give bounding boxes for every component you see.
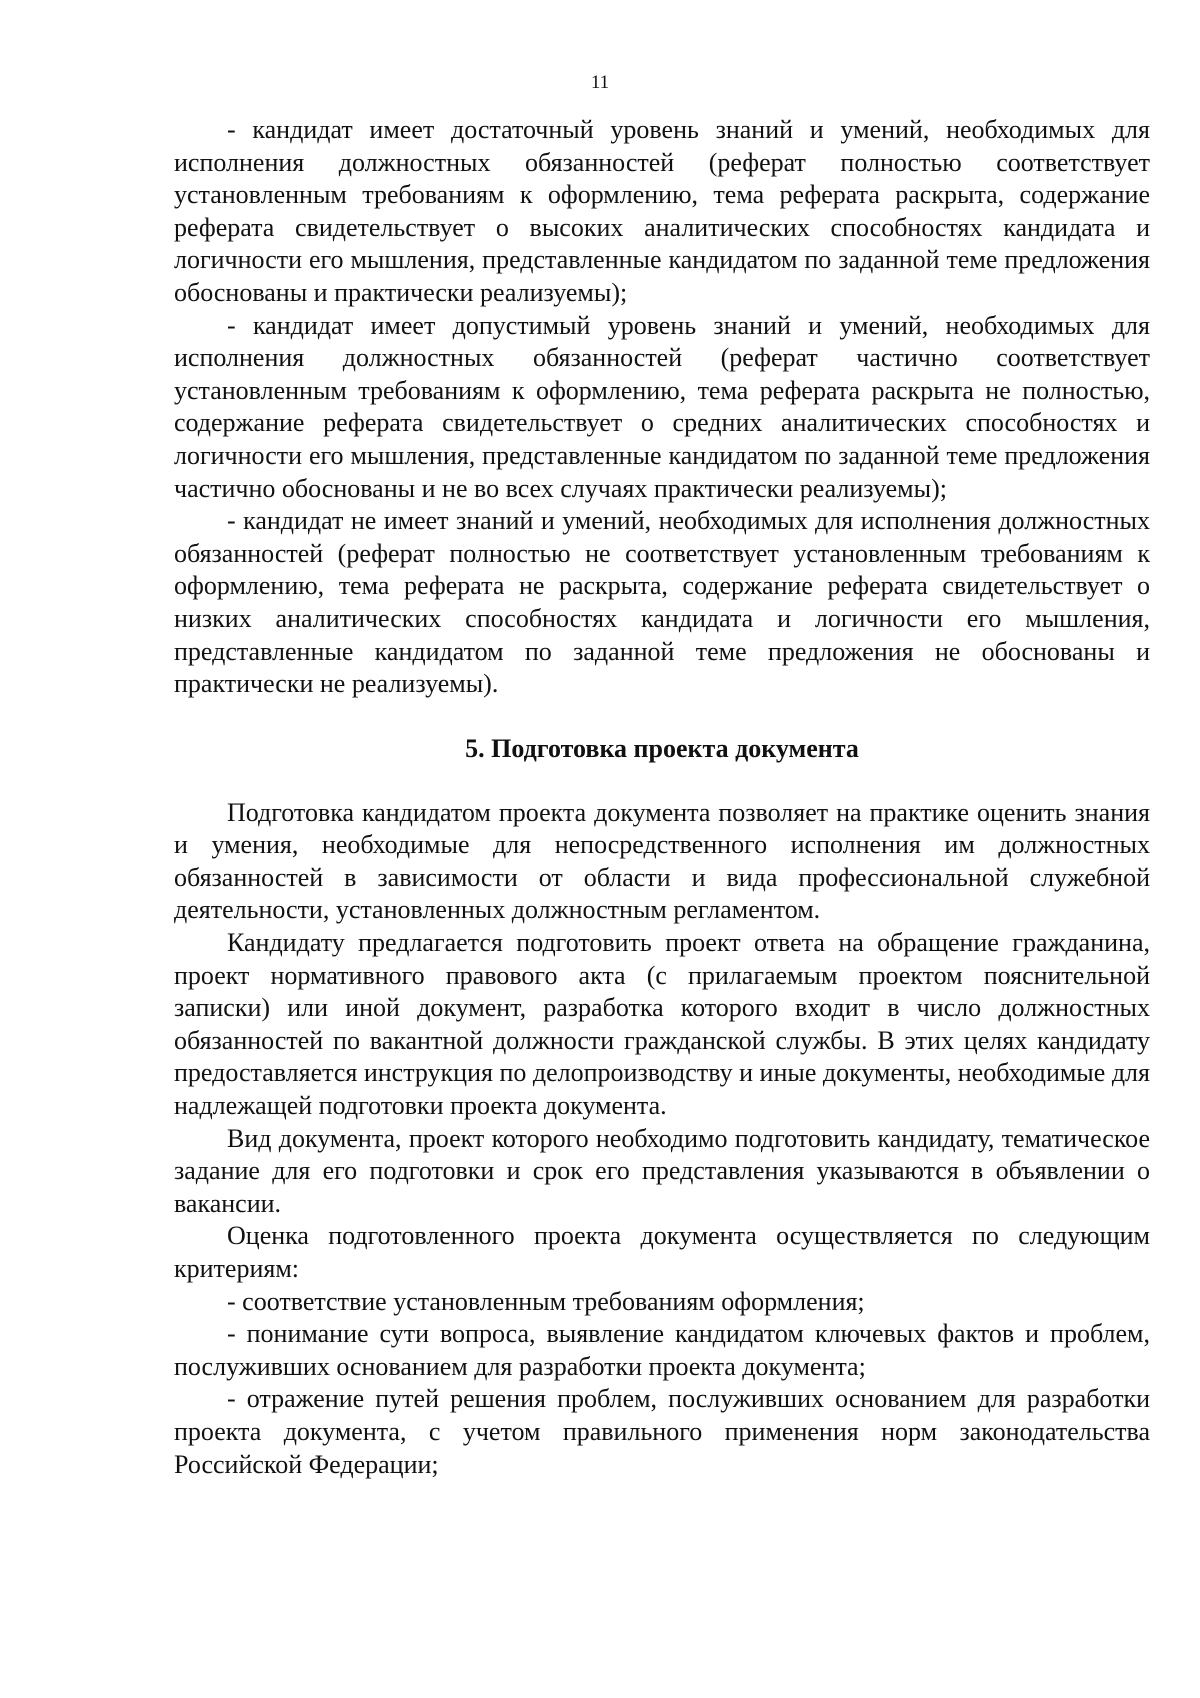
page-number: 11	[590, 72, 610, 93]
paragraph: - кандидат имеет достаточный уровень знаний и умений, необходимых для исполнения должностных обязанностей (реферат полностью соответствует установленным требованиям к оформлению, тема реферата раскрыта, содержание реферата свидетельствует о высоких аналитических способностях кандидата и логичности его мышления, представленные кандидатом по заданной теме предложения обоснованы и практически реализуемы);	[174, 115, 1150, 307]
list-item: - отражение путей решения проблем, послуживших основанием для разработки проекта документа, с учетом правильного применения норм законодательства Российской Федерации;	[174, 1384, 1150, 1479]
document-body	[174, 114, 1150, 1481]
spacer	[174, 765, 1150, 797]
paragraph: Оценка подготовленного проекта документа осуществляется по следующим критериям:	[174, 1221, 1150, 1283]
paragraph: - кандидат имеет допустимый уровень знаний и умений, необходимых для исполнения должностных обязанностей (реферат частично соответствует установленным требованиям к оформлению, тема реферата раскрыта не полностью, содержание реферата свидетельствует о средних аналитических способностях и логичности его мышления, представленные кандидатом по заданной теме предложения частично обоснованы и не во всех случаях практически реализуемы);	[174, 310, 1150, 503]
section-heading: 5. Подготовка проекта документа	[465, 733, 859, 763]
list-item: - соответствие установленным требованиям оформления;	[227, 1286, 865, 1316]
paragraph: - кандидат не имеет знаний и умений, необходимых для исполнения должностных обязанностей (реферат полностью не соответствует установленным требованиям к оформлению, тема реферата не раскрыта, содержание реферата свидетельствует о низких аналитических способностях кандидата и логичности его мышления, представленные кандидатом по заданной теме предложения не обоснованы и практически не реализуемы).	[174, 506, 1150, 699]
list-item: - понимание сути вопроса, выявление кандидатом ключевых фактов и проблем, послуживших основанием для разработки проекта документа;	[174, 1319, 1150, 1381]
paragraph: Вид документа, проект которого необходимо подготовить кандидату, тематическое задание для его подготовки и срок его представления указываются в объявлении о вакансии.	[174, 1123, 1150, 1218]
paragraph: Кандидату предлагается подготовить проект ответа на обращение гражданина, проект нормативного правового акта (с прилагаемым проектом пояснительной записки) или иной документ, разработка которого входит в число должностных обязанностей по вакантной должности гражданской службы. В этих целях кандидату предоставляется инструкция по делопроизводству и иные документы, необходимые для надлежащей подготовки проекта документа.	[174, 928, 1150, 1121]
paragraph: Подготовка кандидатом проекта документа позволяет на практике оценить знания и умения, необходимые для непосредственного исполнения им должностных обязанностей в зависимости от области и вида профессиональной служебной деятельности, установленных должностным регламентом.	[174, 797, 1150, 925]
spacer	[174, 701, 1150, 733]
